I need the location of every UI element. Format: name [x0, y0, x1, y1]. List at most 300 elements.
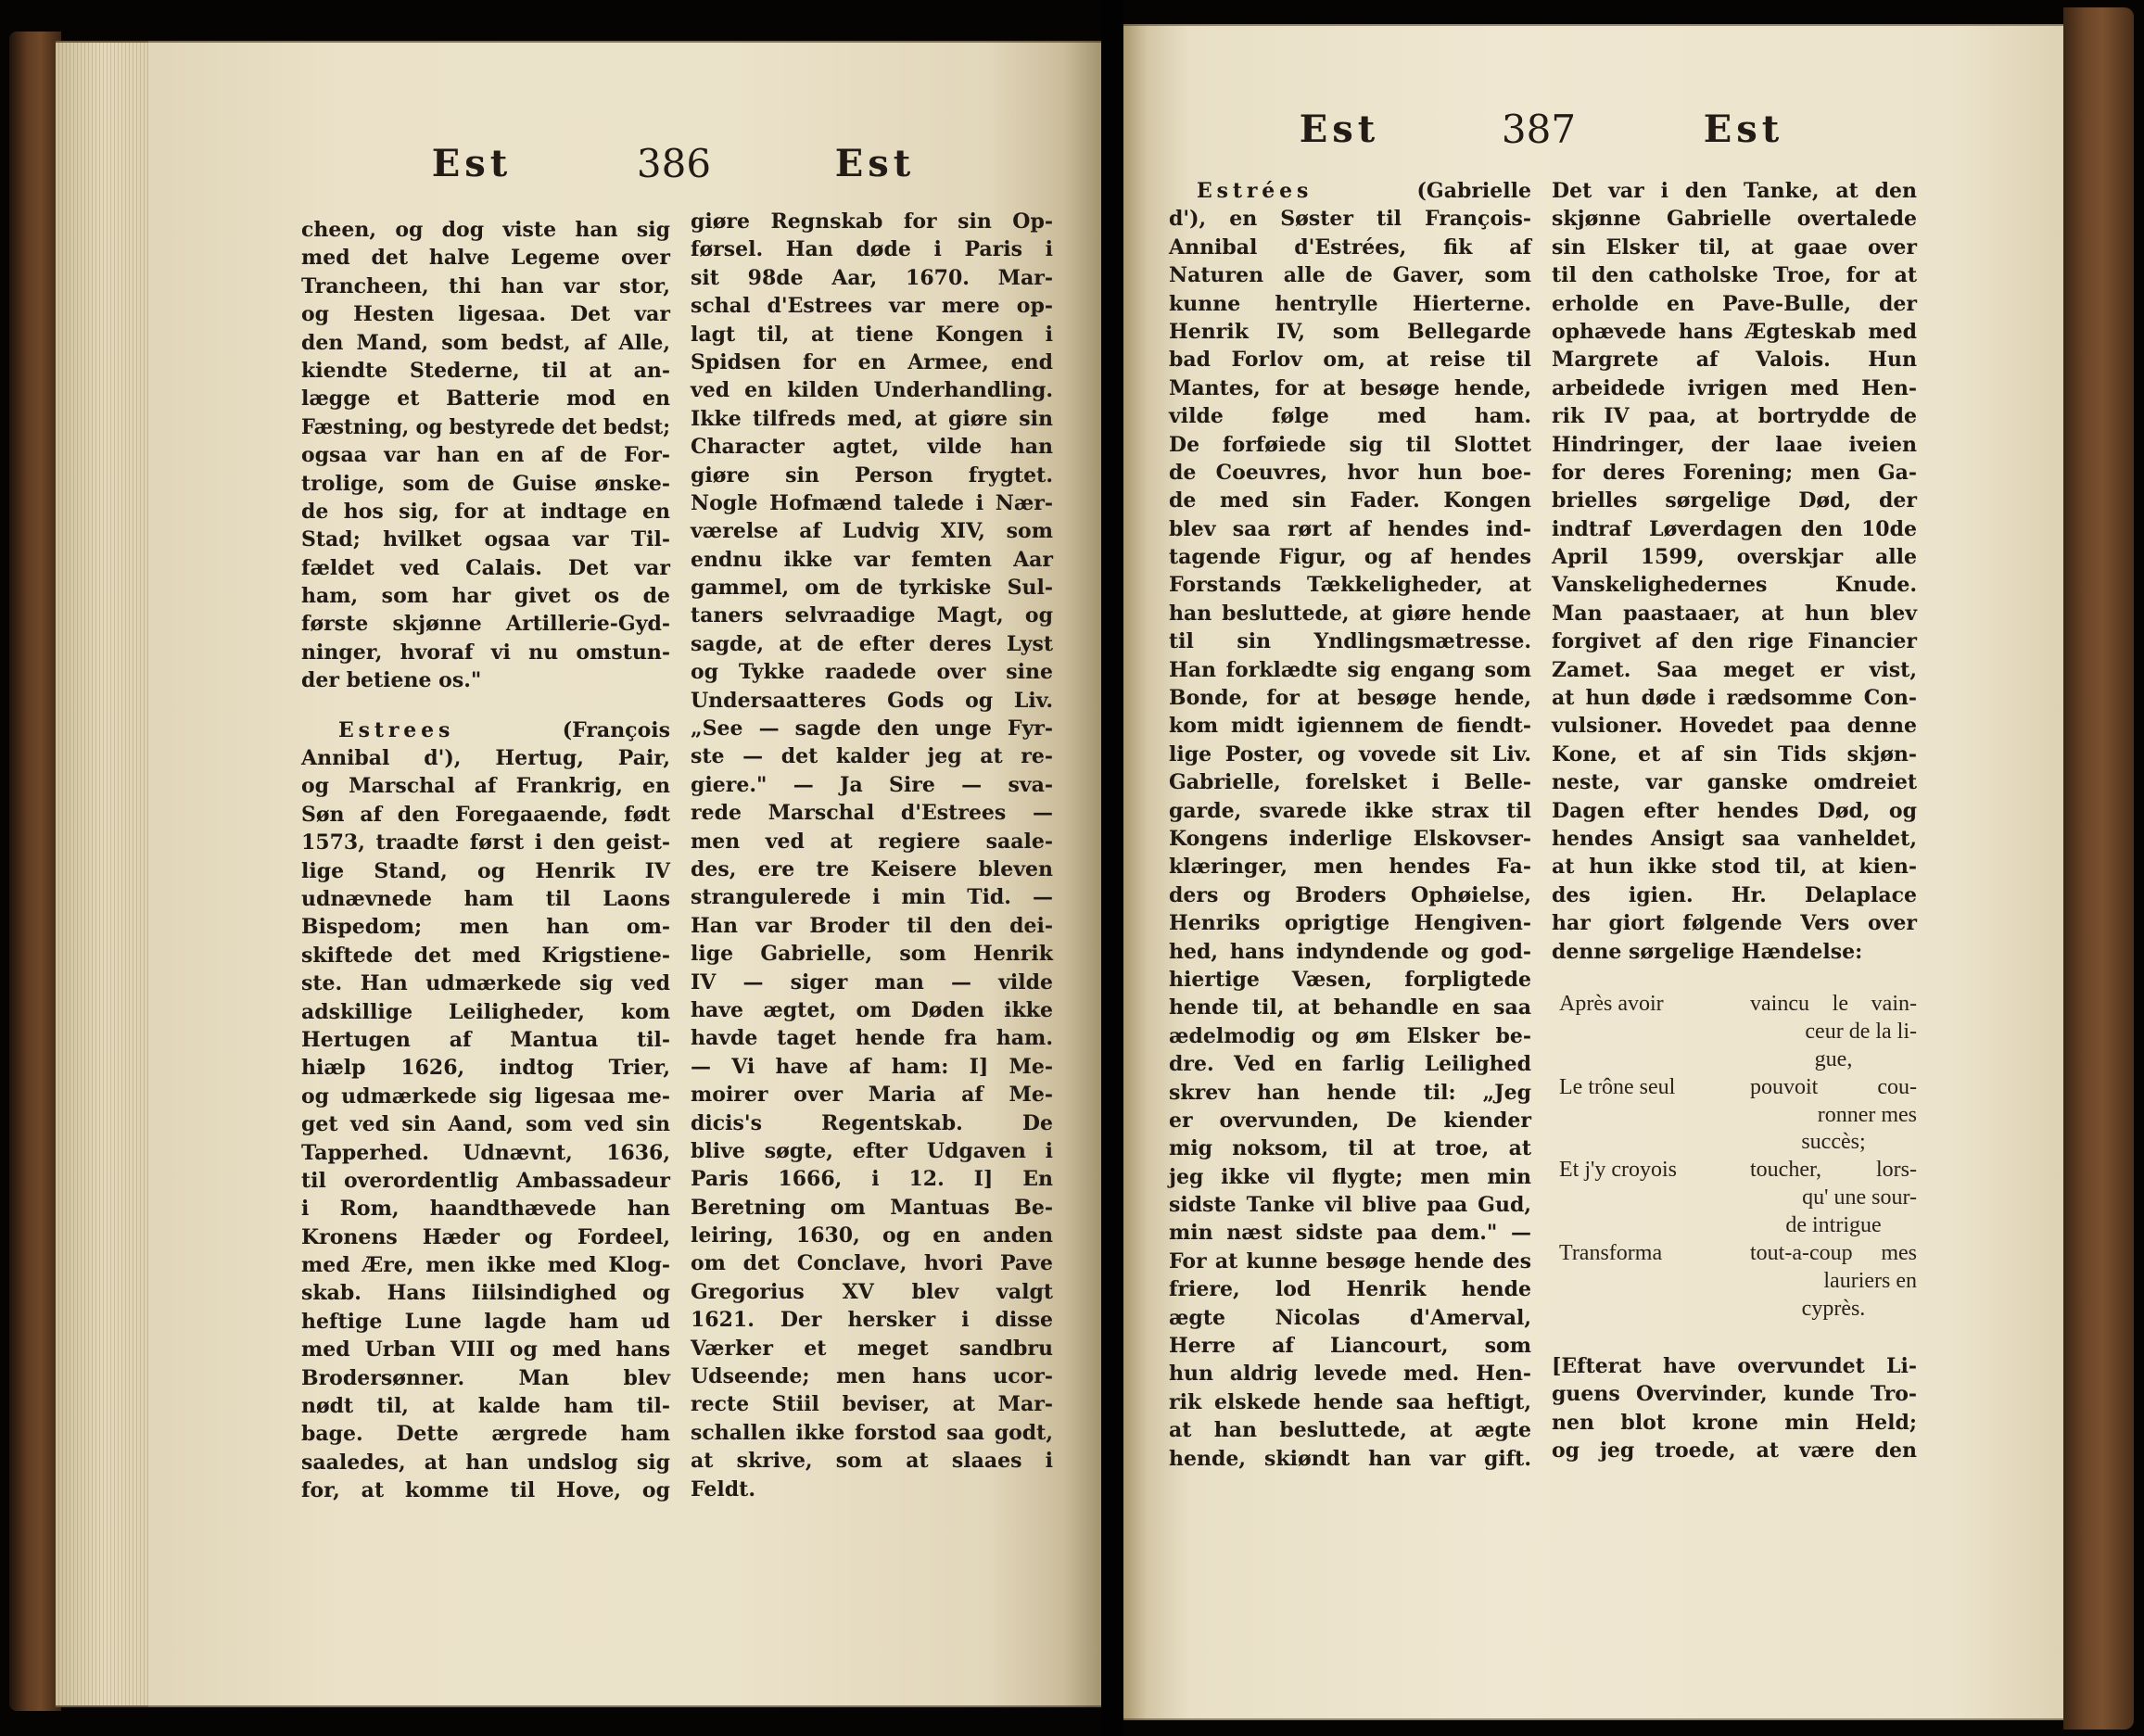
- text-line: [691, 405, 1053, 433]
- line-text: [301, 887, 670, 911]
- verse-line: cyprès.: [1801, 1296, 1866, 1321]
- line-text: [691, 1337, 1053, 1361]
- text-line: [301, 1223, 670, 1251]
- text-line: [1552, 853, 1917, 881]
- line-words: Stad; hvilket ogsaa var Til-: [301, 527, 670, 552]
- text-line: [1169, 881, 1531, 909]
- text-line: [1552, 1380, 1917, 1408]
- line-words: klæringer, men hendes Fa-: [1169, 855, 1531, 880]
- text-line: [1169, 1050, 1531, 1078]
- text-line: [1169, 1134, 1531, 1162]
- text-line: [691, 1362, 1053, 1390]
- line-words: Paris 1666, i 12. I] En: [691, 1167, 1053, 1192]
- line-words: rik elskede hende saa heftigt,: [1169, 1389, 1531, 1414]
- text-line: [1169, 402, 1531, 430]
- line-words: blev saa rørt af hendes ind-: [1169, 516, 1531, 541]
- line-words: Han forklædte sig engang som: [1169, 657, 1531, 682]
- line-words: Henrik IV, som Bellegarde: [1169, 319, 1531, 344]
- line-words: er overvunden, De kiender: [1169, 1108, 1531, 1133]
- line-words: Bonde, for at besøge hende,: [1169, 686, 1531, 711]
- text-line: [691, 1165, 1053, 1193]
- line-words: tagende Figur, og af hendes: [1169, 545, 1531, 570]
- line-words: Spidsen for en Armee, end: [691, 349, 1053, 374]
- line-text: [1552, 545, 1917, 569]
- text-line: [301, 998, 670, 1026]
- text-line: [1169, 825, 1531, 853]
- text-line: [301, 1026, 670, 1054]
- line-words: de hos sig, for at indtage en: [301, 499, 670, 524]
- line-words: gammel, om de tyrkiske Sul-: [691, 576, 1053, 601]
- verse-line: ceur de la li-: [1805, 1019, 1917, 1044]
- line-text: [691, 237, 1053, 261]
- page-edges: [56, 41, 152, 1707]
- text-line: [1552, 487, 1917, 514]
- line-words: des igien. Hr. Delaplace: [1552, 882, 1917, 907]
- line-words: dre. Ved en farlig Leilighed: [1169, 1052, 1531, 1077]
- line-words: vilde følge med ham.: [1169, 404, 1531, 429]
- text-line: [301, 1251, 670, 1279]
- line-text: [301, 1253, 670, 1277]
- line-words: sin Elsker til, at gaae over: [1552, 234, 1917, 260]
- line-words: guens Overvinder, kunde Tro-: [1552, 1382, 1917, 1407]
- line-text: [1169, 545, 1531, 569]
- line-text: [1169, 404, 1531, 428]
- text-line: [691, 996, 1053, 1024]
- text-line: [691, 715, 1053, 742]
- text-line: [691, 462, 1053, 489]
- line-words: ste — det kalder jeg at re-: [691, 744, 1053, 769]
- text-line: [1552, 909, 1917, 937]
- line-words: Kronens Hæder og Fordeel,: [301, 1224, 670, 1249]
- line-words: Det var i den Tanke, at den: [1552, 179, 1917, 203]
- line-words: Gregorius XV blev valgt: [691, 1279, 1053, 1304]
- verse-line: pouvoit cou-: [1750, 1074, 1917, 1099]
- line-words: sidste Tanke vil blive paa Gud,: [1169, 1193, 1531, 1218]
- line-words: (Gabrielle: [1416, 179, 1531, 203]
- line-words: trolige, som de Guise ønske-: [301, 471, 670, 496]
- text-line: [1552, 768, 1917, 796]
- line-words: cheen, og dog viste han sig: [301, 218, 670, 242]
- line-words: og jeg troede, at være den: [1552, 1438, 1917, 1463]
- line-text: [301, 1337, 670, 1362]
- line-text: [691, 716, 1053, 741]
- line-words: min næst sidste paa dem." —: [1169, 1221, 1531, 1246]
- line-words: og udmærkede sig ligesaa me-: [301, 1083, 670, 1109]
- text-line: [301, 526, 670, 553]
- text-line: [1169, 346, 1531, 374]
- text-line: [1552, 543, 1917, 571]
- page-number: 387: [1501, 107, 1577, 152]
- line-text: [1169, 235, 1531, 260]
- line-text: [1169, 1362, 1531, 1386]
- line-words: Margrete af Valois. Hun: [1552, 348, 1917, 373]
- line-words: taners selvraadige Magt, og: [691, 603, 1053, 628]
- text-line: [1169, 515, 1531, 543]
- line-text: [691, 1196, 1053, 1220]
- verse-line: ronner mes: [1817, 1102, 1917, 1127]
- text-paragraph: [301, 216, 670, 695]
- line-words: kiendte Stederne, til at an-: [301, 358, 670, 383]
- text-line: [691, 883, 1053, 911]
- text-line: [691, 912, 1053, 940]
- line-text: [1169, 1109, 1531, 1133]
- line-words: ham, som har givet os de: [301, 584, 670, 609]
- text-line: [1552, 431, 1917, 459]
- line-words: jeg ikke vil flygte; men min: [1169, 1164, 1531, 1189]
- line-text: [1169, 827, 1531, 851]
- text-line: [1552, 600, 1917, 627]
- text-line: [1169, 853, 1531, 881]
- text-line: [301, 554, 670, 582]
- line-words: (François: [562, 717, 670, 742]
- line-words: 1573, traadte først i den geist-: [301, 830, 670, 855]
- text-line: [1552, 938, 1917, 966]
- line-text: [1169, 1052, 1531, 1076]
- line-text: [1552, 658, 1917, 682]
- line-words: til den catholske Troe, for at: [1552, 263, 1917, 288]
- line-text: [1552, 827, 1917, 851]
- line-text: [301, 1169, 670, 1193]
- verse-lead: Transforma: [1559, 1241, 1663, 1266]
- text-line: [1552, 741, 1917, 768]
- text-line: [301, 1110, 670, 1138]
- line-words: strangulerede i min Tid. —: [691, 885, 1053, 910]
- running-head-left: Est: [1299, 108, 1380, 151]
- verse-line: vaincu le vain-: [1750, 991, 1917, 1016]
- line-words: at han besluttede, at ægte: [1169, 1418, 1531, 1443]
- text-paragraph: [1552, 1352, 1917, 1465]
- line-text: [301, 1112, 670, 1136]
- line-words: lægge et Batterie mod en: [301, 386, 670, 412]
- line-words: har giort følgende Vers over: [1552, 911, 1917, 936]
- line-text: [1552, 883, 1917, 907]
- page-number: 386: [636, 141, 712, 186]
- line-text: [691, 885, 1053, 909]
- line-text: [691, 463, 1053, 488]
- line-text: [1552, 629, 1917, 653]
- verse-lead: Après avoir: [1559, 991, 1664, 1016]
- line-words: Ikke tilfreds med, at giøre sin: [691, 406, 1053, 431]
- text-line: [301, 413, 670, 441]
- line-text: [691, 1026, 1053, 1050]
- line-words: rede Marschal d'Estrees —: [691, 801, 1053, 826]
- text-line: [301, 942, 670, 969]
- text-line: [301, 357, 670, 385]
- line-text: [301, 1225, 670, 1249]
- line-text: [301, 1000, 670, 1024]
- line-text: [1552, 320, 1917, 344]
- line-words: hun aldrig levede med. Hen-: [1169, 1362, 1531, 1387]
- text-line: [691, 630, 1053, 658]
- line-words: Bispedom; men han om-: [301, 915, 670, 940]
- line-words: garde, svarede ikke strax til: [1169, 798, 1531, 823]
- text-line: [1169, 684, 1531, 712]
- line-text: [1169, 1249, 1531, 1273]
- line-text: [301, 1281, 670, 1305]
- text-line: [301, 1336, 670, 1363]
- text-line: [691, 1194, 1053, 1222]
- line-words: Hertugen af Mantua til-: [301, 1027, 670, 1052]
- line-words: at skrive, som at slaaes i: [691, 1449, 1053, 1474]
- line-text: [1169, 658, 1531, 682]
- text-line: [301, 744, 670, 772]
- line-words: hiælp 1626, indtog Trier,: [301, 1056, 670, 1081]
- gutter: [1101, 0, 1123, 1736]
- line-words: der betiene os.": [301, 668, 482, 693]
- text-line: [691, 1476, 1053, 1503]
- line-words: Søn af den Foregaaende, født: [301, 802, 670, 827]
- line-text: [1169, 629, 1531, 653]
- line-words: skjønne Gabrielle overtalede: [1552, 207, 1917, 232]
- text-line: [1552, 712, 1917, 740]
- text-line: [301, 1167, 670, 1195]
- line-words: hiertige Væsen, forpligtede: [1169, 967, 1531, 992]
- line-words: sit 98de Aar, 1670. Mar-: [691, 265, 1053, 290]
- line-text: [301, 640, 670, 665]
- text-line: [1169, 261, 1531, 289]
- text-line: [691, 1109, 1053, 1137]
- text-line: [691, 1137, 1053, 1165]
- line-text: [1169, 1418, 1531, 1442]
- line-text: [1169, 968, 1531, 992]
- line-words: dicis's Regentskab. De: [691, 1110, 1053, 1135]
- line-text: [691, 209, 1053, 234]
- text-line: [691, 687, 1053, 715]
- line-words: fældet ved Calais. Det var: [301, 555, 670, 580]
- text-line: [1552, 515, 1917, 543]
- book-cover-right: [2063, 7, 2134, 1730]
- line-text: [301, 944, 670, 968]
- line-text: [1169, 1024, 1531, 1048]
- line-words: Nogle Hofmænd talede i Nær-: [691, 490, 1053, 515]
- line-text: [691, 1167, 1053, 1191]
- line-words: bage. Dette ærgrede ham: [301, 1422, 670, 1447]
- text-line: [1552, 881, 1917, 909]
- text-line: [691, 1447, 1053, 1475]
- line-words: get ved sin Aand, som ved sin: [301, 1112, 670, 1137]
- line-text: [1169, 714, 1531, 738]
- line-words: ste. Han udmærkede sig ved: [301, 971, 670, 996]
- line-words: Gabrielle, forelsket i Belle-: [1169, 770, 1531, 795]
- line-words: arbeidede ivrigen med Hen-: [1552, 375, 1917, 400]
- line-text: [1552, 517, 1917, 541]
- text-line: [1169, 797, 1531, 825]
- line-words: d'), en Søster til François-: [1169, 207, 1531, 232]
- right-page-right-column: [1552, 177, 1917, 1464]
- line-words: hende, skiøndt han var gift.: [1169, 1446, 1531, 1471]
- line-words: skiftede det med Krigstiene-: [301, 943, 670, 968]
- text-line: [691, 546, 1053, 574]
- line-text: [691, 294, 1053, 318]
- line-text: [1552, 488, 1917, 513]
- line-words: endnu ikke var femten Aar: [691, 547, 1053, 572]
- line-text: [691, 1308, 1053, 1332]
- text-line: [1169, 909, 1531, 937]
- verse-line: succès;: [1801, 1130, 1866, 1155]
- line-words: Henriks oprigtige Hengiven-: [1169, 911, 1531, 936]
- text-line: [301, 498, 670, 526]
- line-text: [691, 998, 1053, 1022]
- line-text: [1552, 686, 1917, 710]
- verse-line: de intrigue: [1785, 1213, 1882, 1238]
- line-text: [301, 971, 670, 995]
- line-words: friere, lod Henrik hende: [1169, 1277, 1531, 1302]
- line-text: [1169, 1193, 1531, 1217]
- line-words: om det Conclave, hvori Pave: [691, 1251, 1053, 1276]
- line-words: hendes Ansigt saa vanheldet,: [1552, 826, 1917, 851]
- text-line: [301, 244, 670, 272]
- text-line: [691, 517, 1053, 545]
- line-words: Hindringer, der laae iveien: [1552, 432, 1917, 457]
- line-words: des, ere tre Keisere bleven: [691, 856, 1053, 881]
- text-line: [301, 969, 670, 997]
- line-words: IV — siger man — vilde: [691, 969, 1053, 995]
- line-text: [301, 359, 670, 383]
- text-line: [691, 321, 1053, 348]
- text-line: [301, 1195, 670, 1223]
- verse-stanza: [1552, 1074, 1917, 1158]
- text-line: [691, 376, 1053, 404]
- line-words: leiring, 1630, og en anden: [691, 1223, 1053, 1248]
- text-line: [691, 208, 1053, 235]
- line-text: [301, 1056, 670, 1080]
- book-cover-left: [9, 32, 61, 1711]
- line-text: [691, 1477, 755, 1502]
- line-text: [691, 519, 1053, 543]
- text-line: [1169, 1332, 1531, 1360]
- line-words: denne sørgelige Hændelse:: [1552, 939, 1863, 964]
- line-text: [301, 472, 670, 496]
- verse-lead: Le trône seul: [1559, 1074, 1676, 1099]
- line-words: han besluttede, at giøre hende: [1169, 601, 1531, 626]
- left-page-right-column: [691, 208, 1053, 1503]
- line-text: [1169, 376, 1531, 400]
- text-line: [691, 969, 1053, 996]
- text-line: [1552, 459, 1917, 487]
- line-words: udnævnede ham til Laons: [301, 886, 670, 911]
- text-line: [1169, 712, 1531, 740]
- text-line: [1552, 234, 1917, 261]
- line-text: [301, 331, 670, 355]
- text-line: [301, 1054, 670, 1082]
- line-text: [1552, 714, 1917, 738]
- text-line: [691, 292, 1053, 320]
- line-text: [1169, 855, 1531, 879]
- text-line: [301, 829, 670, 856]
- text-line: [691, 1335, 1053, 1362]
- line-text: [691, 1449, 1053, 1473]
- text-line: [1169, 1107, 1531, 1134]
- line-words: med det halve Legeme over: [301, 246, 670, 271]
- line-words: hende til, at behandle en saa: [1169, 995, 1531, 1020]
- line-text: [1552, 348, 1917, 372]
- text-line: [1169, 234, 1531, 261]
- text-line: [301, 1083, 670, 1110]
- line-text: [301, 1084, 670, 1109]
- left-page-left-column: [301, 216, 670, 1505]
- line-words: værelse af Ludvig XIV, som: [691, 519, 1053, 544]
- verse-lead: Et j'y croyois: [1559, 1158, 1677, 1183]
- line-words: Forstands Tækkeligheder, at: [1169, 573, 1531, 598]
- line-words: den Mand, som bedst, af Alle,: [301, 330, 670, 355]
- line-words: heftige Lune lagde ham ud: [301, 1309, 670, 1334]
- line-words: For at kunne besøge hende des: [1169, 1248, 1531, 1273]
- text-line: [301, 582, 670, 610]
- line-words: skab. Hans Iiilsindighed og: [301, 1281, 670, 1306]
- line-text: [1552, 461, 1917, 485]
- line-words: de Coeuvres, hvor hun boe-: [1169, 460, 1531, 485]
- text-line: [691, 489, 1053, 517]
- line-words: hed, hans indyndende og god-: [1169, 939, 1531, 964]
- text-line: [301, 801, 670, 829]
- text-line: [1169, 627, 1531, 655]
- text-line: [691, 602, 1053, 629]
- text-line: [1169, 994, 1531, 1021]
- text-line: [1169, 966, 1531, 994]
- text-line: [301, 1420, 670, 1448]
- line-words: recte Stiil beviser, at Mar-: [691, 1392, 1053, 1417]
- text-line: [301, 216, 670, 244]
- text-line: [1552, 1437, 1917, 1464]
- text-line: [1169, 1022, 1531, 1050]
- verse-block: [1552, 991, 1917, 1324]
- line-text: [1169, 1081, 1531, 1105]
- text-line: [301, 329, 670, 357]
- line-text: [1552, 292, 1917, 316]
- line-text: [1169, 770, 1531, 794]
- line-text: [1169, 1306, 1531, 1330]
- text-line: [1169, 600, 1531, 627]
- line-text: [691, 1421, 1053, 1445]
- line-words: Trancheen, thi han var stor,: [301, 273, 670, 298]
- text-line: [691, 264, 1053, 292]
- line-text: [338, 718, 670, 742]
- line-text: [301, 1141, 670, 1165]
- text-line: [1552, 571, 1917, 599]
- line-words: at hun ikke stod til, at kien-: [1552, 855, 1917, 880]
- text-line: [691, 742, 1053, 770]
- line-text: [1552, 263, 1917, 287]
- running-head-right: Est: [1703, 108, 1784, 151]
- line-text: [691, 744, 1053, 768]
- text-line: [691, 1222, 1053, 1249]
- verse-line: lauriers en: [1823, 1269, 1917, 1293]
- text-line: [1169, 459, 1531, 487]
- line-text: [1169, 911, 1531, 935]
- line-words: schallen ikke forstod saa godt,: [691, 1420, 1053, 1445]
- line-words: ved en kilden Underhandling.: [691, 378, 1053, 403]
- line-text: [301, 218, 670, 242]
- line-words: og Marschal af Frankrig, en: [301, 774, 670, 799]
- line-text: [691, 970, 1053, 995]
- line-text: [301, 246, 670, 270]
- line-text: [1169, 488, 1531, 513]
- line-words: Annibal d'), Hertug, Pair,: [301, 746, 670, 771]
- line-words: Kone, et af sin Tids skjøn-: [1552, 741, 1917, 767]
- line-text: [691, 1392, 1053, 1416]
- line-words: Brodersønner. Man blev: [301, 1365, 670, 1390]
- line-text: [301, 1478, 670, 1502]
- text-line: [1169, 1360, 1531, 1388]
- text-line: [1552, 346, 1917, 374]
- text-line: [1169, 205, 1531, 233]
- line-text: [1169, 742, 1531, 767]
- verse-stanza: [1552, 1157, 1917, 1240]
- verse-line: gue,: [1814, 1046, 1853, 1071]
- line-words: erholde en Pave-Bulle, der: [1552, 291, 1917, 316]
- text-line: [301, 1476, 670, 1504]
- text-line: [691, 348, 1053, 376]
